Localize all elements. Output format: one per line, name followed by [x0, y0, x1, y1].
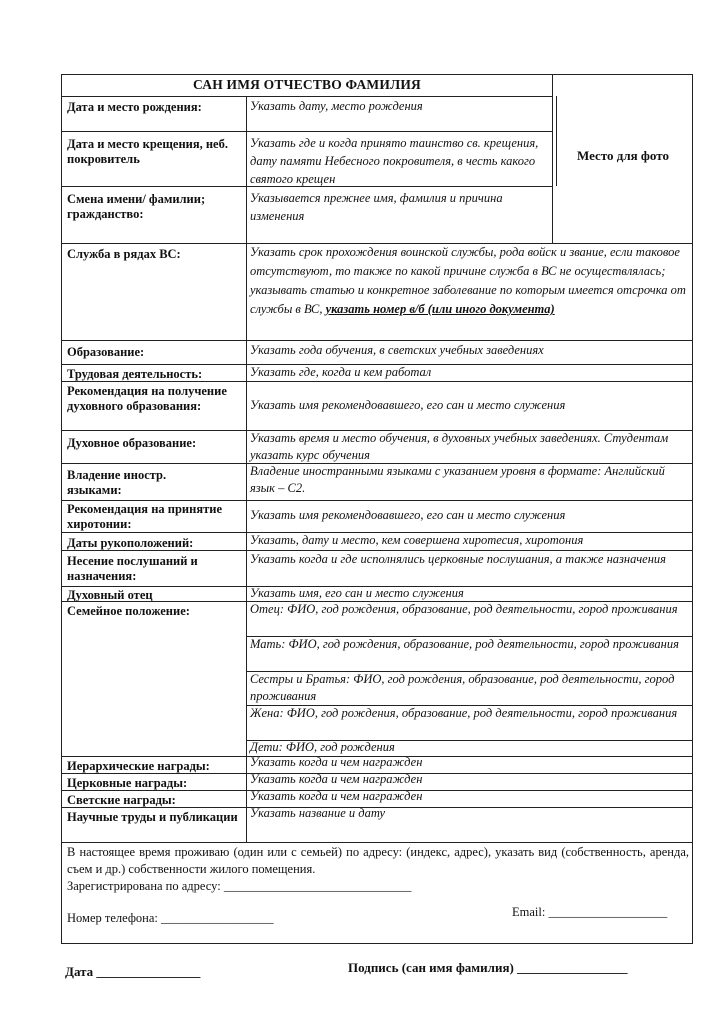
residence-text: В настоящее время проживаю (один или с семьей) по адресу: (индекс, адрес), указать вид (собственность, аренда, съем и др.) собственности жилого помещения.: [67, 845, 689, 876]
languages-value: Владение иностранными языками с указанием уровня в формате: Английский язык – С2.: [250, 464, 665, 495]
phone-field[interactable]: Номер телефона: __________________: [67, 911, 274, 925]
page-title: САН ИМЯ ОТЧЕСТВО ФАМИЛИЯ: [193, 77, 421, 92]
church-awards-value: Указать когда и чем награжден: [250, 772, 423, 786]
work-value: Указать где, когда и кем работал: [250, 365, 432, 379]
birth-label: Дата и место рождения:: [67, 100, 202, 114]
military-text: Указать срок прохождения воинской службы, рода войск и звание, если таковое отсутствуют, то также по какой причине служба в ВС не осуществлялась; указывать статью и конкретное заболевание по которым имеется отсрочка от службы в ВС,: [250, 245, 686, 316]
confessor-value: Указать имя, его сан и место служения: [250, 586, 464, 600]
hierarchical-awards-label: Иерархические награды:: [67, 759, 210, 773]
divider: [61, 131, 552, 132]
registration-field[interactable]: Зарегистрирована по адресу: ______________________________: [67, 879, 412, 893]
education-label: Образование:: [67, 345, 145, 359]
confessor-label: Духовный отец: [67, 588, 153, 602]
obediences-label: Несение послушаний и назначения:: [67, 554, 198, 583]
recommendation-value: Указать имя рекомендовавшего, его сан и место служения: [250, 398, 566, 412]
spiritual-edu-label: Духовное образование:: [67, 436, 197, 450]
family-siblings: Сестры и Братья: ФИО, год рождения, образование, род деятельности, город проживания: [250, 672, 675, 703]
date-field[interactable]: Дата ________________: [65, 964, 201, 979]
military-value: [250, 243, 690, 319]
family-wife: Жена: ФИО, год рождения, образование, род деятельности, город проживания: [250, 706, 678, 720]
divider: [61, 500, 693, 501]
signature-field[interactable]: Подпись (сан имя фамилия) _________________: [348, 960, 628, 975]
family-father: Отец: ФИО, год рождения, образование, род деятельности, город проживания: [250, 602, 678, 616]
name-change-label: Смена имени/ фамилии; гражданство:: [67, 192, 206, 221]
works-label: Научные труды и публикации: [67, 810, 238, 824]
recommendation-label: Рекомендация на получение духовного образования:: [67, 384, 227, 413]
obediences-value: Указать когда и где исполнялись церковные послушания, а также назначения: [250, 552, 666, 566]
birth-value: Указать дату, место рождения: [250, 99, 423, 113]
email-field[interactable]: Email: ___________________: [512, 905, 668, 919]
family-label: Семейное положение:: [67, 604, 190, 618]
military-document: указать номер в/б (или иного документа): [325, 302, 555, 316]
column-divider: [556, 96, 557, 186]
secular-awards-label: Светские награды:: [67, 793, 176, 807]
family-mother: Мать: ФИО, год рождения, образование, род деятельности, город проживания: [250, 637, 679, 651]
baptism-label: Дата и место крещения, неб. покровитель: [67, 137, 228, 166]
education-value: Указать года обучения, в светских учебных заведениях: [250, 343, 544, 357]
work-label: Трудовая деятельность:: [67, 367, 203, 381]
photo-label: Место для фото: [577, 148, 669, 163]
ordination-rec-value: Указать имя рекомендовавшего, его сан и место служения: [250, 508, 566, 522]
baptism-value: Указать где и когда принято таинство св. крещения, дату памяти Небесного покровителя, в честь какого святого крещен: [250, 136, 539, 186]
military-label: Служба в рядах ВС:: [67, 247, 181, 261]
church-awards-label: Церковные награды:: [67, 776, 188, 790]
family-children: Дети: ФИО, год рождения: [250, 740, 395, 754]
secular-awards-value: Указать когда и чем награжден: [250, 789, 423, 803]
spiritual-edu-value: Указать время и место обучения, в духовных учебных заведениях. Студентам указать курс обучения: [250, 431, 669, 462]
ordination-dates-value: Указать, дату и место, кем совершена хиротесия, хиротония: [250, 533, 584, 547]
photo-placeholder: [552, 74, 693, 244]
name-change-value: Указывается прежнее имя, фамилия и причина изменения: [250, 191, 503, 223]
ordination-rec-label: Рекомендация на принятие хиротонии:: [67, 502, 222, 531]
languages-label: Владение иностр. языками:: [67, 468, 167, 497]
works-value: Указать название и дату: [250, 806, 386, 820]
divider: [61, 842, 693, 843]
hierarchical-awards-value: Указать когда и чем награжден: [250, 755, 423, 769]
column-divider: [246, 96, 247, 842]
ordination-dates-label: Даты рукоположений:: [67, 536, 194, 550]
